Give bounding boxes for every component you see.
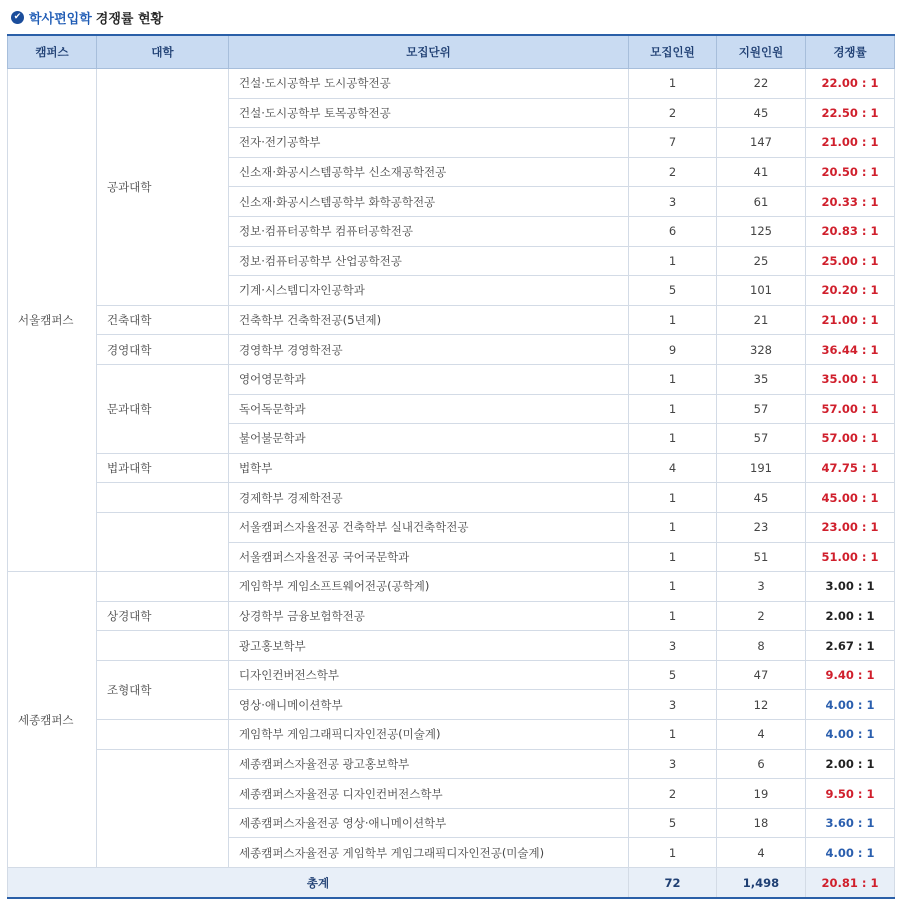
- college-cell: [97, 720, 229, 750]
- quota-cell: 1: [629, 69, 717, 99]
- quota-cell: 5: [629, 276, 717, 306]
- quota-cell: 1: [629, 394, 717, 424]
- unit-cell: 세종캠퍼스자율전공 게임학부 게임그래픽디자인전공(미술계): [229, 838, 629, 868]
- unit-cell: 건축학부 건축학전공(5년제): [229, 305, 629, 335]
- quota-cell: 1: [629, 364, 717, 394]
- unit-cell: 상경학부 금융보험학전공: [229, 601, 629, 631]
- rate-cell: 47.75 : 1: [806, 453, 895, 483]
- applicants-cell: 45: [717, 98, 806, 128]
- unit-cell: 기계·시스템디자인공학과: [229, 276, 629, 306]
- unit-cell: 경영학부 경영학전공: [229, 335, 629, 365]
- rate-cell: 36.44 : 1: [806, 335, 895, 365]
- rate-cell: 20.20 : 1: [806, 276, 895, 306]
- rate-cell: 4.00 : 1: [806, 838, 895, 868]
- applicants-cell: 6: [717, 749, 806, 779]
- quota-cell: 3: [629, 749, 717, 779]
- title-accent: 학사편입학: [29, 11, 92, 27]
- college-cell: [97, 483, 229, 513]
- table-row: [8, 572, 895, 602]
- total-applicants: 1,498: [717, 868, 806, 899]
- table-row: [8, 453, 895, 483]
- section-title: [0, 0, 900, 34]
- applicants-cell: 3: [717, 572, 806, 602]
- unit-cell: 영어영문학과: [229, 364, 629, 394]
- unit-cell: 서울캠퍼스자율전공 국어국문학과: [229, 542, 629, 572]
- quota-cell: 1: [629, 838, 717, 868]
- header-unit: 모집단위: [229, 35, 629, 69]
- rate-cell: 4.00 : 1: [806, 690, 895, 720]
- quota-cell: 3: [629, 187, 717, 217]
- college-cell: 상경대학: [97, 601, 229, 631]
- applicants-cell: 4: [717, 720, 806, 750]
- unit-cell: 불어불문학과: [229, 424, 629, 454]
- campus-cell: 서울캠퍼스: [8, 69, 97, 572]
- unit-cell: 전자·전기공학부: [229, 128, 629, 158]
- applicants-cell: 2: [717, 601, 806, 631]
- unit-cell: 세종캠퍼스자율전공 영상·애니메이션학부: [229, 808, 629, 838]
- total-row: [8, 868, 895, 899]
- table-row: [8, 512, 895, 542]
- quota-cell: 7: [629, 128, 717, 158]
- table-row: [8, 305, 895, 335]
- quota-cell: 1: [629, 720, 717, 750]
- unit-cell: 광고홍보학부: [229, 631, 629, 661]
- quota-cell: 5: [629, 660, 717, 690]
- applicants-cell: 12: [717, 690, 806, 720]
- rate-cell: 22.50 : 1: [806, 98, 895, 128]
- unit-cell: 건설·도시공학부 토목공학전공: [229, 98, 629, 128]
- table-row: [8, 749, 895, 779]
- rate-cell: 20.33 : 1: [806, 187, 895, 217]
- quota-cell: 1: [629, 246, 717, 276]
- quota-cell: 1: [629, 512, 717, 542]
- quota-cell: 2: [629, 779, 717, 809]
- unit-cell: 세종캠퍼스자율전공 광고홍보학부: [229, 749, 629, 779]
- unit-cell: 디자인컨버전스학부: [229, 660, 629, 690]
- rate-cell: 21.00 : 1: [806, 305, 895, 335]
- header-quota: 모집인원: [629, 35, 717, 69]
- rate-cell: 9.50 : 1: [806, 779, 895, 809]
- header-college: 대학: [97, 35, 229, 69]
- unit-cell: 게임학부 게임그래픽디자인전공(미술계): [229, 720, 629, 750]
- quota-cell: 4: [629, 453, 717, 483]
- rate-cell: 4.00 : 1: [806, 720, 895, 750]
- unit-cell: 건설·도시공학부 도시공학전공: [229, 69, 629, 99]
- rate-cell: 3.60 : 1: [806, 808, 895, 838]
- quota-cell: 1: [629, 601, 717, 631]
- quota-cell: 9: [629, 335, 717, 365]
- applicants-cell: 4: [717, 838, 806, 868]
- college-cell: [97, 572, 229, 602]
- applicants-cell: 45: [717, 483, 806, 513]
- header-rate: 경쟁률: [806, 35, 895, 69]
- applicants-cell: 18: [717, 808, 806, 838]
- quota-cell: 1: [629, 572, 717, 602]
- table-row: [8, 364, 895, 394]
- rate-cell: 20.83 : 1: [806, 216, 895, 246]
- applicants-cell: 61: [717, 187, 806, 217]
- table-row: [8, 601, 895, 631]
- rate-cell: 2.00 : 1: [806, 749, 895, 779]
- applicants-cell: 125: [717, 216, 806, 246]
- title-rest: 경쟁률 현황: [95, 11, 164, 27]
- applicants-cell: 51: [717, 542, 806, 572]
- applicants-cell: 57: [717, 394, 806, 424]
- applicants-cell: 19: [717, 779, 806, 809]
- college-cell: [97, 749, 229, 867]
- college-cell: 조형대학: [97, 660, 229, 719]
- rate-cell: 25.00 : 1: [806, 246, 895, 276]
- unit-cell: 영상·애니메이션학부: [229, 690, 629, 720]
- table-row: [8, 631, 895, 661]
- applicants-cell: 25: [717, 246, 806, 276]
- total-rate: 20.81 : 1: [806, 868, 895, 899]
- unit-cell: 게임학부 게임소프트웨어전공(공학계): [229, 572, 629, 602]
- rate-cell: 3.00 : 1: [806, 572, 895, 602]
- applicants-cell: 41: [717, 157, 806, 187]
- table-row: [8, 69, 895, 99]
- quota-cell: 5: [629, 808, 717, 838]
- campus-cell: 세종캠퍼스: [8, 572, 97, 868]
- quota-cell: 3: [629, 690, 717, 720]
- rate-cell: 22.00 : 1: [806, 69, 895, 99]
- applicants-cell: 101: [717, 276, 806, 306]
- competition-rate-table: [7, 34, 895, 899]
- table-row: [8, 660, 895, 690]
- applicants-cell: 8: [717, 631, 806, 661]
- applicants-cell: 35: [717, 364, 806, 394]
- rate-cell: 20.50 : 1: [806, 157, 895, 187]
- college-cell: 공과대학: [97, 69, 229, 306]
- unit-cell: 세종캠퍼스자율전공 디자인컨버전스학부: [229, 779, 629, 809]
- rate-cell: 9.40 : 1: [806, 660, 895, 690]
- table-row: [8, 483, 895, 513]
- quota-cell: 1: [629, 542, 717, 572]
- table-row: [8, 720, 895, 750]
- rate-cell: 35.00 : 1: [806, 364, 895, 394]
- rate-cell: 2.00 : 1: [806, 601, 895, 631]
- college-cell: 법과대학: [97, 453, 229, 483]
- quota-cell: 1: [629, 483, 717, 513]
- rate-cell: 23.00 : 1: [806, 512, 895, 542]
- applicants-cell: 147: [717, 128, 806, 158]
- applicants-cell: 23: [717, 512, 806, 542]
- unit-cell: 독어독문학과: [229, 394, 629, 424]
- unit-cell: 서울캠퍼스자율전공 건축학부 실내건축학전공: [229, 512, 629, 542]
- applicants-cell: 191: [717, 453, 806, 483]
- quota-cell: 1: [629, 424, 717, 454]
- rate-cell: 2.67 : 1: [806, 631, 895, 661]
- header-applicants: 지원인원: [717, 35, 806, 69]
- applicants-cell: 22: [717, 69, 806, 99]
- unit-cell: 신소재·화공시스템공학부 화학공학전공: [229, 187, 629, 217]
- applicants-cell: 328: [717, 335, 806, 365]
- quota-cell: 2: [629, 98, 717, 128]
- college-cell: [97, 631, 229, 661]
- quota-cell: 3: [629, 631, 717, 661]
- quota-cell: 1: [629, 305, 717, 335]
- table-row: [8, 335, 895, 365]
- college-cell: 건축대학: [97, 305, 229, 335]
- quota-cell: 2: [629, 157, 717, 187]
- check-circle-icon: ✔: [11, 11, 24, 24]
- unit-cell: 법학부: [229, 453, 629, 483]
- college-cell: [97, 512, 229, 571]
- unit-cell: 정보·컴퓨터공학부 컴퓨터공학전공: [229, 216, 629, 246]
- header-campus: 캠퍼스: [8, 35, 97, 69]
- quota-cell: 6: [629, 216, 717, 246]
- rate-cell: 45.00 : 1: [806, 483, 895, 513]
- rate-cell: 57.00 : 1: [806, 394, 895, 424]
- total-label: 총계: [8, 868, 629, 899]
- college-cell: 문과대학: [97, 364, 229, 453]
- rate-cell: 21.00 : 1: [806, 128, 895, 158]
- college-cell: 경영대학: [97, 335, 229, 365]
- applicants-cell: 21: [717, 305, 806, 335]
- applicants-cell: 57: [717, 424, 806, 454]
- unit-cell: 경제학부 경제학전공: [229, 483, 629, 513]
- total-quota: 72: [629, 868, 717, 899]
- unit-cell: 신소재·화공시스템공학부 신소재공학전공: [229, 157, 629, 187]
- rate-cell: 51.00 : 1: [806, 542, 895, 572]
- applicants-cell: 47: [717, 660, 806, 690]
- unit-cell: 정보·컴퓨터공학부 산업공학전공: [229, 246, 629, 276]
- table-header-row: [8, 35, 895, 69]
- rate-cell: 57.00 : 1: [806, 424, 895, 454]
